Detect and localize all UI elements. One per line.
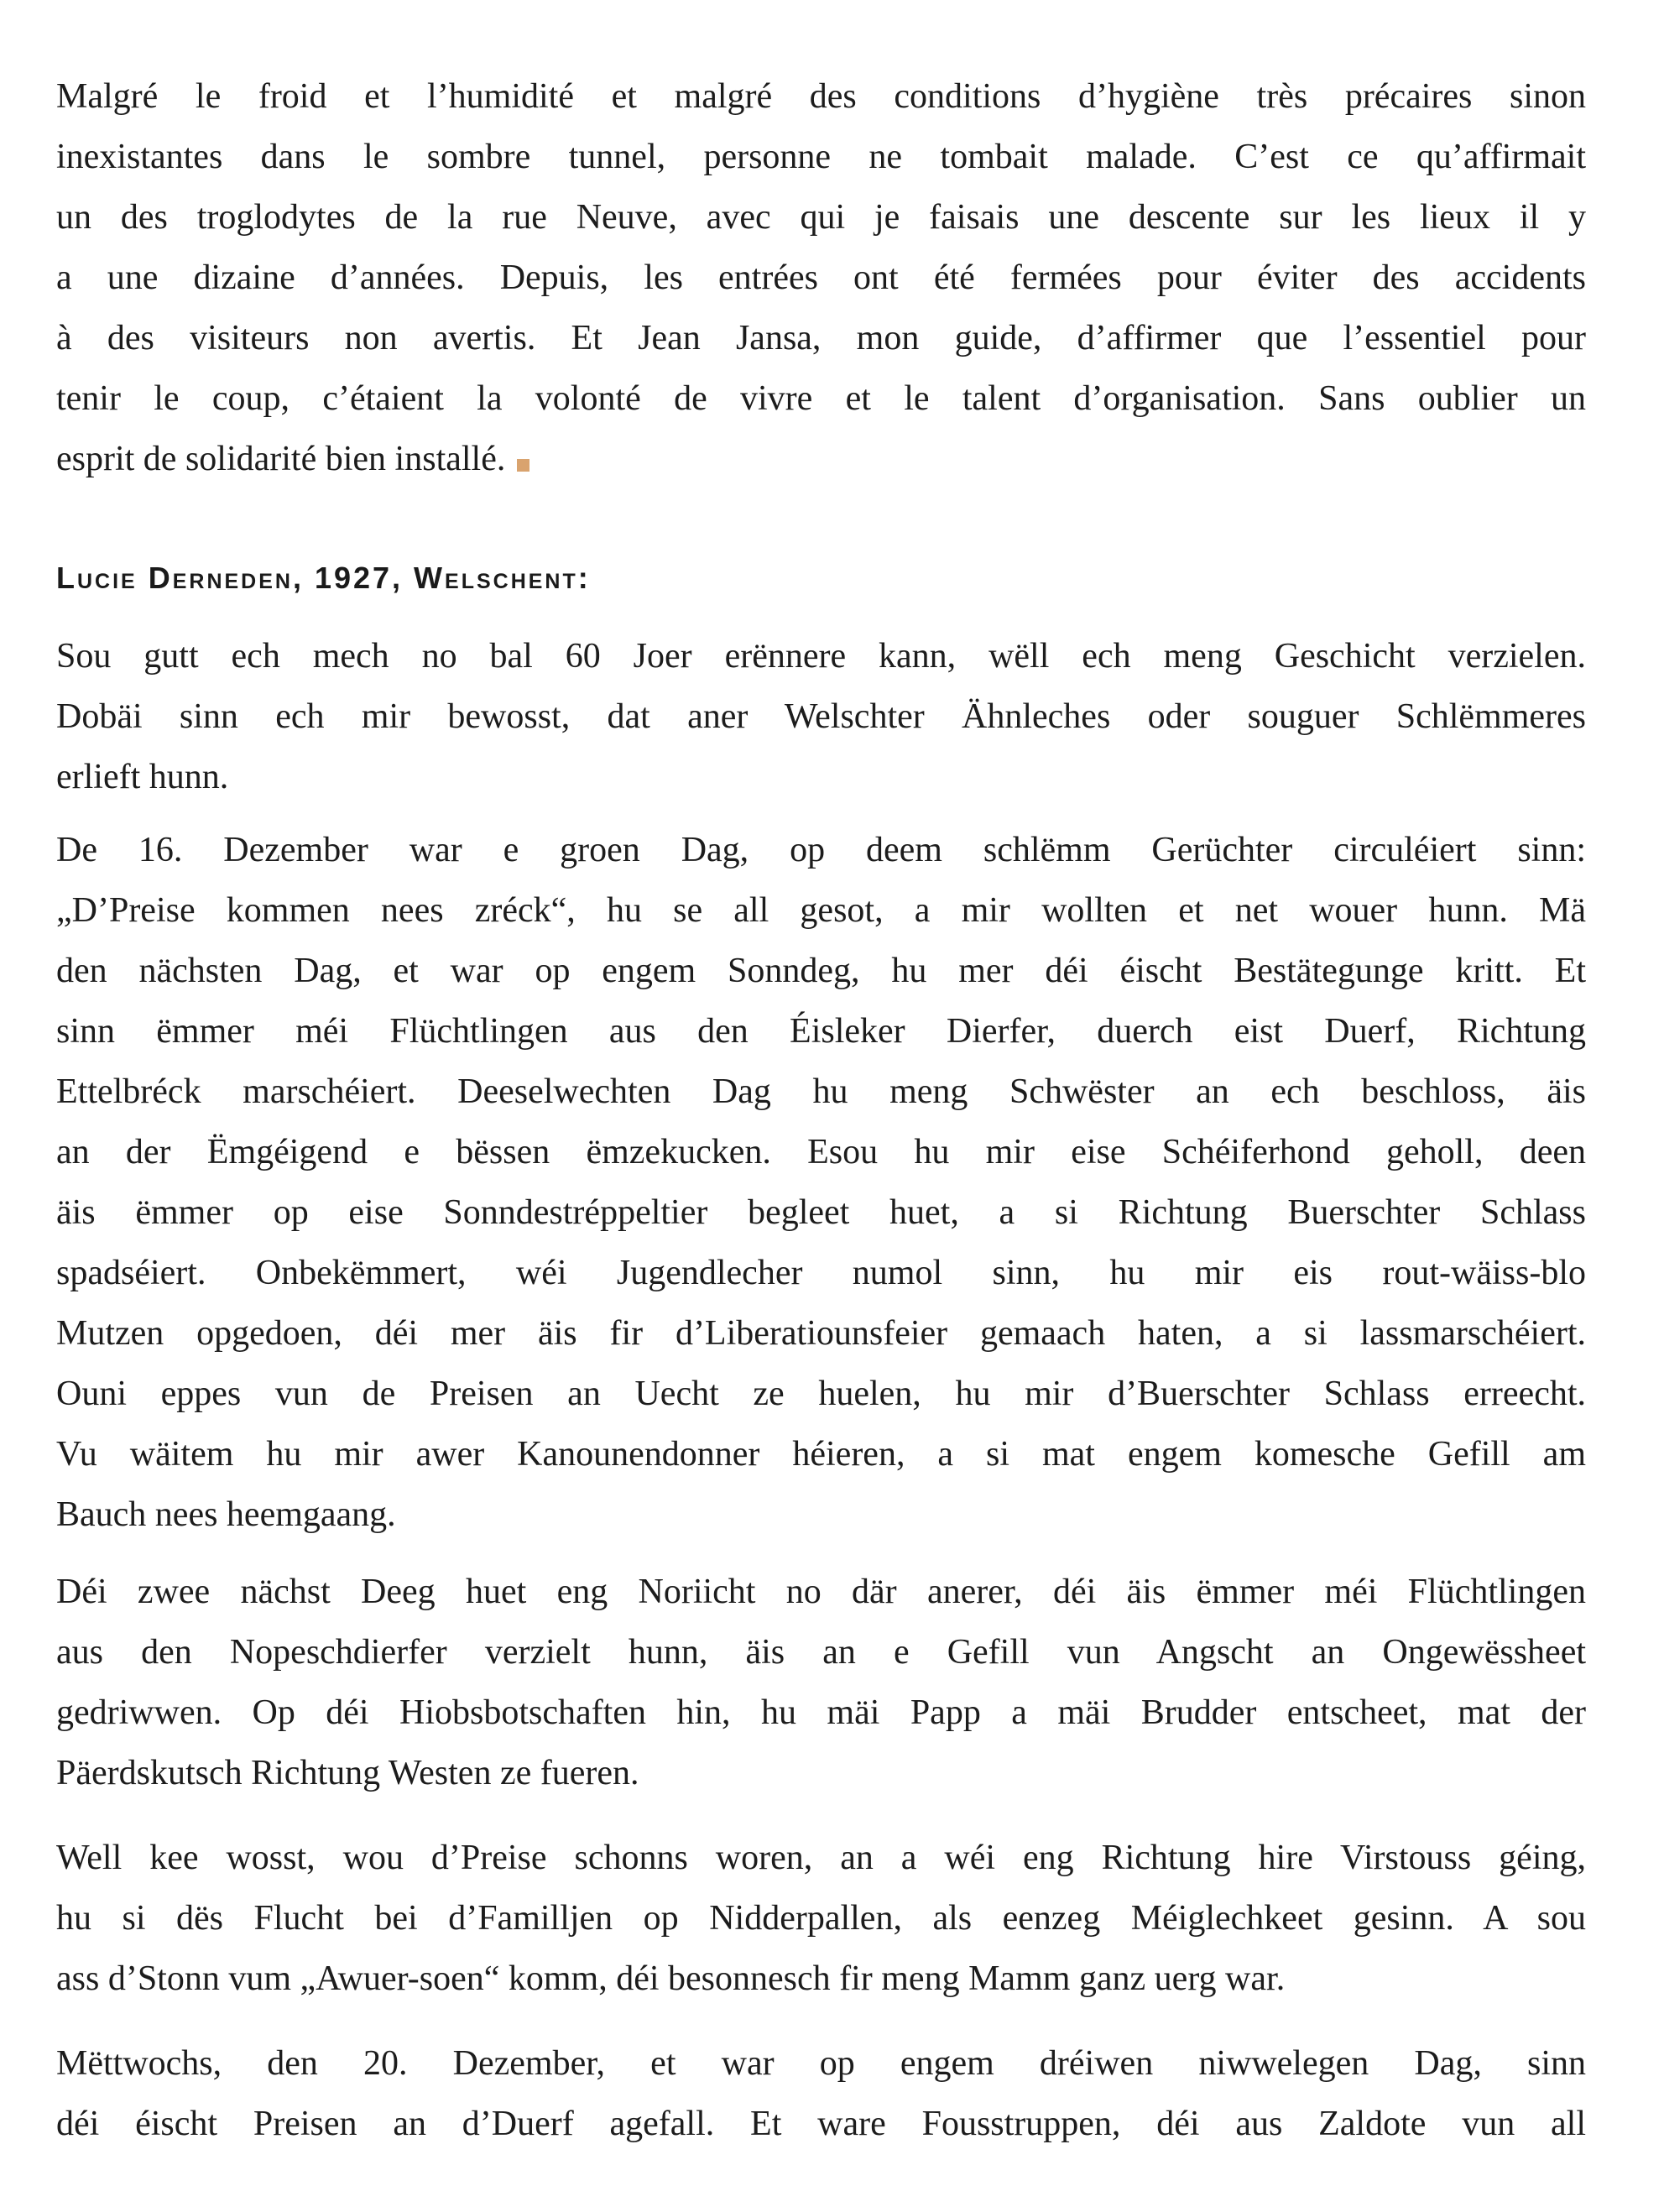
paragraph	[56, 626, 1586, 807]
text-line	[56, 66, 1586, 127]
section-heading: Lucie Derneden, 1927, Welschent:	[56, 561, 591, 595]
text-line	[56, 1243, 1586, 1303]
line-text: Bauch nees heemgaang.	[56, 1495, 396, 1534]
text-line	[56, 1562, 1586, 1622]
text-line	[56, 187, 1586, 248]
line-text: a une dizaine d’années. Depuis, les entrées ont été fermées pour éviter des accidents	[56, 258, 1586, 297]
text-line	[56, 1303, 1586, 1364]
line-text: un des troglodytes de la rue Neuve, avec qui je faisais une descente sur les lieux il y	[56, 198, 1586, 237]
text-line	[56, 1001, 1586, 1062]
line-text: à des visiteurs non avertis. Et Jean Jansa, mon guide, d’affirmer que l’essentiel pour	[56, 319, 1586, 357]
text-line	[56, 429, 1586, 489]
text-line	[56, 820, 1586, 880]
end-of-article-square-icon	[517, 459, 529, 472]
text-line	[56, 686, 1586, 747]
line-text: déi éischt Preisen an d’Duerf agefall. Et ware Fousstruppen, déi aus Zaldote vun all	[56, 2105, 1586, 2143]
line-text: esprit de solidarité bien installé.	[56, 440, 506, 478]
text-line	[56, 1622, 1586, 1682]
line-text: ass d’Stonn vum „Awuer-soen“ komm, déi besonnesch fir meng Mamm ganz uerg war.	[56, 1959, 1286, 1998]
line-text: an der Ëmgéigend e bëssen ëmzekucken. Esou hu mir eise Schéiferhond geholl, deen	[56, 1133, 1586, 1171]
testimony-body	[56, 626, 1586, 2154]
text-line	[56, 1424, 1586, 1484]
line-text: Vu wäitem hu mir awer Kanounendonner héieren, a si mat engem komesche Gefill am	[56, 1435, 1586, 1474]
line-text: Päerdskutsch Richtung Westen ze fueren.	[56, 1754, 639, 1792]
text-line	[56, 880, 1586, 941]
text-line	[56, 1828, 1586, 1888]
line-text: De 16. Dezember war e groen Dag, op deem schlëmm Gerüchter circuléiert sinn:	[56, 831, 1586, 869]
paragraph	[56, 2033, 1586, 2154]
line-text: tenir le coup, c’étaient la volonté de vivre et le talent d’organisation. Sans oublier un	[56, 379, 1586, 418]
line-text: spadséiert. Onbekëmmert, wéi Jugendlecher numol sinn, hu mir eis rout-wäiss-blo	[56, 1254, 1586, 1292]
line-text: hu si dës Flucht bei d’Familljen op Nidderpallen, als eenzeg Méiglechkeet gesinn. A sou	[56, 1899, 1586, 1938]
line-text: Sou gutt ech mech no bal 60 Joer erënnere kann, wëll ech meng Geschicht verzielen.	[56, 637, 1586, 676]
line-text: Déi zwee nächst Deeg huet eng Noriicht no där anerer, déi äis ëmmer méi Flüchtlingen	[56, 1573, 1586, 1611]
text-line	[56, 1888, 1586, 1949]
text-line	[56, 2033, 1586, 2094]
line-text: Ouni eppes vun de Preisen an Uecht ze huelen, hu mir d’Buerschter Schlass erreecht.	[56, 1375, 1586, 1413]
line-text: Dobäi sinn ech mir bewosst, dat aner Welschter Ähnleches oder souguer Schlëmmeres	[56, 697, 1586, 736]
text-line	[56, 248, 1586, 308]
text-line	[56, 941, 1586, 1001]
text-line	[56, 1743, 1586, 1803]
text-line	[56, 2094, 1586, 2154]
text-line	[56, 1182, 1586, 1243]
text-line	[56, 1484, 1586, 1545]
text-line	[56, 626, 1586, 686]
line-text: Malgré le froid et l’humidité et malgré des conditions d’hygiène très précaires sinon	[56, 77, 1586, 116]
line-text: den nächsten Dag, et war op engem Sonndeg, hu mer déi éischt Bestätegunge kritt. Et	[56, 952, 1586, 990]
line-text: „D’Preise kommen nees zréck“, hu se all gesot, a mir wollten et net wouer hunn. Mä	[56, 891, 1586, 930]
line-text: aus den Nopeschdierfer verzielt hunn, äis an e Gefill vun Angscht an Ongewëssheet	[56, 1633, 1586, 1672]
document-page	[56, 66, 1586, 2154]
line-text: Mutzen opgedoen, déi mer äis fir d’Liberatiounsfeier gemaach haten, a si lassmarschéiert.	[56, 1314, 1586, 1353]
text-line	[56, 1062, 1586, 1122]
line-text: inexistantes dans le sombre tunnel, personne ne tombait malade. C’est ce qu’affirmait	[56, 138, 1586, 176]
line-text: Ettelbréck marschéiert. Deeselwechten Dag hu meng Schwëster an ech beschloss, äis	[56, 1072, 1586, 1111]
text-line	[56, 368, 1586, 429]
line-text: Mëttwochs, den 20. Dezember, et war op engem dréiwen niwwelegen Dag, sinn	[56, 2044, 1586, 2083]
line-text: äis ëmmer op eise Sonndestréppeltier begleet huet, a si Richtung Buerschter Schlass	[56, 1193, 1586, 1232]
text-line	[56, 747, 1586, 807]
text-line	[56, 1364, 1586, 1424]
text-line	[56, 1122, 1586, 1182]
line-text: erlieft hunn.	[56, 758, 229, 796]
paragraph	[56, 1828, 1586, 2009]
text-line	[56, 1682, 1586, 1743]
paragraph	[56, 820, 1586, 1545]
line-text: gedriwwen. Op déi Hiobsbotschaften hin, hu mäi Papp a mäi Brudder entscheet, mat der	[56, 1693, 1586, 1732]
line-text: Well kee wosst, wou d’Preise schonns woren, an a wéi eng Richtung hire Virstouss géing,	[56, 1839, 1586, 1877]
text-line	[56, 127, 1586, 187]
text-line	[56, 308, 1586, 368]
line-text: sinn ëmmer méi Flüchtlingen aus den Éisleker Dierfer, duerch eist Duerf, Richtung	[56, 1012, 1586, 1051]
paragraph	[56, 1562, 1586, 1803]
text-line	[56, 1949, 1586, 2009]
intro-paragraph	[56, 66, 1586, 489]
